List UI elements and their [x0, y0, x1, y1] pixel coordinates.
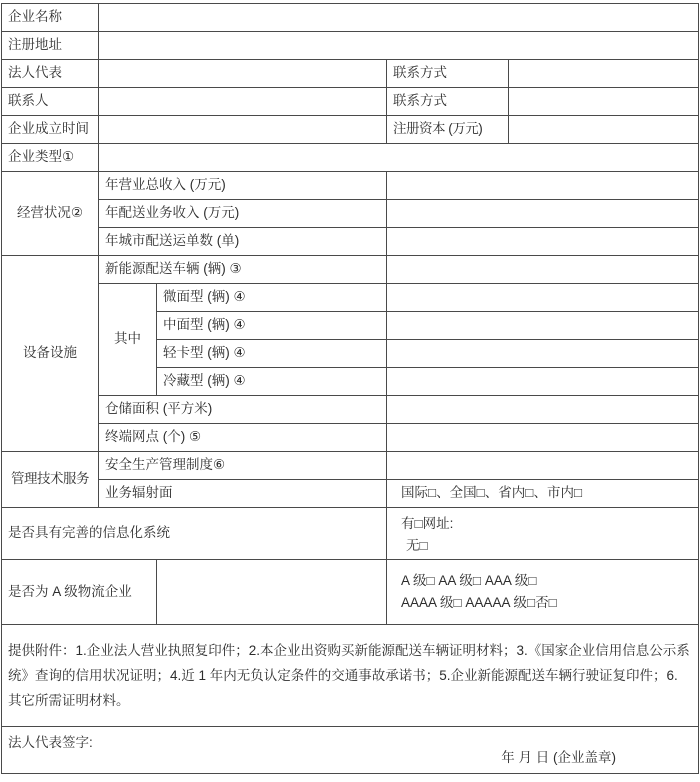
warehouse-area-field[interactable] — [387, 396, 699, 424]
light-truck-label: 轻卡型 (辆) ④ — [157, 340, 387, 368]
company-name-label: 企业名称 — [2, 4, 99, 32]
business-coverage-options[interactable]: 国际□、全国□、省内□、市内□ — [387, 480, 699, 508]
light-truck-field[interactable] — [387, 340, 699, 368]
attachments-note: 提供附件：1.企业法人营业执照复印件；2.本企业出资购买新能源配送车辆证明材料；3.《国家企业信用信息公示系统》查询的信用状况证明；4.近 1 年内无负认定条件的交通事故承诺书；5.企业新能源配送车辆行驶证复印件；6.其它所需证明材料。 — [2, 625, 699, 727]
row-nev-delivery-vehicles — [2, 256, 699, 284]
warehouse-area-label: 仓储面积 (平方米) — [99, 396, 387, 424]
micro-van-field[interactable] — [387, 284, 699, 312]
reg-capital-field[interactable] — [509, 116, 699, 144]
row-establish-time — [2, 116, 699, 144]
signature-cell — [2, 727, 699, 774]
row-annual-total-revenue — [2, 172, 699, 200]
row-legal-rep — [2, 60, 699, 88]
annual-total-revenue-field[interactable] — [387, 172, 699, 200]
row-warehouse-area — [2, 396, 699, 424]
nev-delivery-vehicles-label: 新能源配送车辆 (辆) ③ — [99, 256, 387, 284]
company-type-field[interactable] — [99, 144, 699, 172]
among-which-label: 其中 — [99, 284, 157, 396]
info-system-question-label: 是否具有完善的信息化系统 — [2, 508, 387, 560]
reg-capital-label: 注册资本 (万元) — [387, 116, 509, 144]
annual-city-orders-label: 年城市配送运单数 (单) — [99, 228, 387, 256]
annual-delivery-income-field[interactable] — [387, 200, 699, 228]
a-level-options[interactable] — [387, 560, 699, 625]
row-terminal-outlets — [2, 424, 699, 452]
row-contact-person — [2, 88, 699, 116]
date-seal-label: 年 月 日 (企业盖章) — [501, 750, 616, 766]
contact-person-field[interactable] — [99, 88, 387, 116]
row-attachments — [2, 625, 699, 727]
contact-method-1-label: 联系方式 — [387, 60, 509, 88]
reg-address-label: 注册地址 — [2, 32, 99, 60]
row-company-name — [2, 4, 699, 32]
info-system-options[interactable] — [387, 508, 699, 560]
info-system-no-option[interactable]: 无□ — [406, 538, 428, 553]
terminal-outlets-label: 终端网点 (个) ⑤ — [99, 424, 387, 452]
contact-method-1-field[interactable] — [509, 60, 699, 88]
row-annual-delivery-income — [2, 200, 699, 228]
company-type-label: 企业类型① — [2, 144, 99, 172]
row-a-level — [2, 560, 699, 625]
legal-rep-field[interactable] — [99, 60, 387, 88]
business-status-group-label: 经营状况② — [2, 172, 99, 256]
annual-total-revenue-label: 年营业总收入 (万元) — [99, 172, 387, 200]
refrigerated-label: 冷藏型 (辆) ④ — [157, 368, 387, 396]
mgmt-tech-service-group-label: 管理技术服务 — [2, 452, 99, 508]
annual-city-orders-field[interactable] — [387, 228, 699, 256]
annual-delivery-income-label: 年配送业务收入 (万元) — [99, 200, 387, 228]
establish-time-field[interactable] — [99, 116, 387, 144]
row-annual-city-orders — [2, 228, 699, 256]
a-level-middle-field[interactable] — [157, 560, 387, 625]
info-system-yes-option[interactable]: 有□网址: — [401, 516, 454, 531]
row-company-type — [2, 144, 699, 172]
row-info-system — [2, 508, 699, 560]
contact-method-2-label: 联系方式 — [387, 88, 509, 116]
a-level-question-label: 是否为 A 级物流企业 — [2, 560, 157, 625]
equipment-facilities-group-label: 设备设施 — [2, 256, 99, 452]
mid-van-label: 中面型 (辆) ④ — [157, 312, 387, 340]
row-signature — [2, 727, 699, 774]
signature-label[interactable]: 法人代表签字: — [8, 735, 93, 750]
business-coverage-label: 业务辐射面 — [99, 480, 387, 508]
row-reg-address — [2, 32, 699, 60]
row-safety-mgmt-system — [2, 452, 699, 480]
row-business-coverage — [2, 480, 699, 508]
contact-method-2-field[interactable] — [509, 88, 699, 116]
legal-rep-label: 法人代表 — [2, 60, 99, 88]
establish-time-label: 企业成立时间 — [2, 116, 99, 144]
safety-mgmt-system-field[interactable] — [387, 452, 699, 480]
contact-person-label: 联系人 — [2, 88, 99, 116]
enterprise-application-form — [1, 3, 699, 774]
terminal-outlets-field[interactable] — [387, 424, 699, 452]
safety-mgmt-system-label: 安全生产管理制度⑥ — [99, 452, 387, 480]
a-level-options-line1[interactable]: A 级□ AA 级□ AAA 级□ — [401, 573, 537, 588]
refrigerated-field[interactable] — [387, 368, 699, 396]
reg-address-field[interactable] — [99, 32, 699, 60]
a-level-options-line2[interactable]: AAAA 级□ AAAAA 级□否□ — [401, 595, 557, 610]
micro-van-label: 微面型 (辆) ④ — [157, 284, 387, 312]
mid-van-field[interactable] — [387, 312, 699, 340]
company-name-field[interactable] — [99, 4, 699, 32]
nev-delivery-vehicles-field[interactable] — [387, 256, 699, 284]
row-micro-van — [2, 284, 699, 312]
